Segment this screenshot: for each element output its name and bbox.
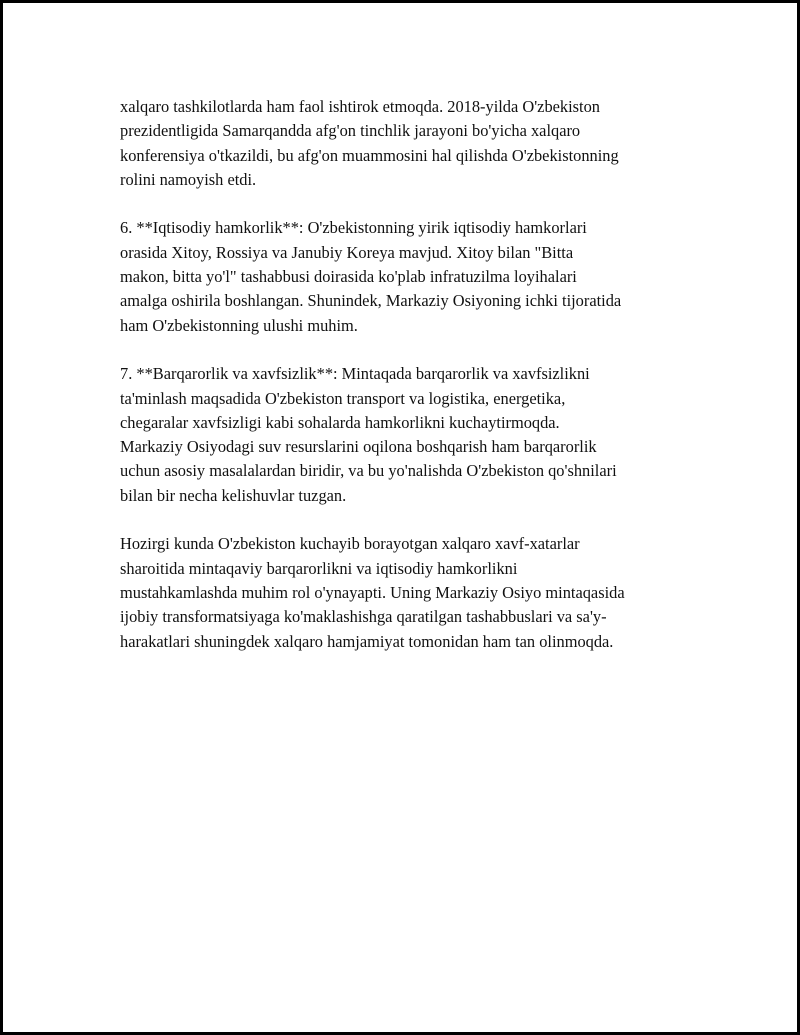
paragraph-diplomacy-continued: xalqaro tashkilotlarda ham faol ishtirok etmoqda. 2018-yilda O'zbekiston prezidentligida Samarqandda afg'on tinchlik jarayoni bo'yicha xalqaro konferensiya o'tkazildi, bu afg'on muammosini hal qilishda O'zbekistonning rolini namoyish etdi. xyxy=(120,97,619,189)
paragraph-stability-security: 7. **Barqarorlik va xavfsizlik**: Mintaqada barqarorlik va xavfsizlikni ta'minlash maqsadida O'zbekiston transport va logistika, energetika, chegaralar xavfsizligi kabi sohalarda hamkorlikni kuchaytirmoqda. Markaziy Osiyodagi suv resurslarini oqilona boshqarish ham barqarorlik uchun asosiy masalalardan biridir, va bu yo'nalishda O'zbekiston qo'shnilari bilan bir necha kelishuvlar tuzgan. xyxy=(120,364,617,505)
paragraph-economic-cooperation: 6. **Iqtisodiy hamkorlik**: O'zbekistonning yirik iqtisodiy hamkorlari orasida Xitoy, Rossiya va Janubiy Koreya mavjud. Xitoy bilan "Bitta makon, bitta yo'l" tashabbusi doirasida ko'plab infratuzilma loyihalari amalga oshirila boshlangan. Shunindek, Markaziy Osiyoning ichki tijoratida ham O'zbekistonning ulushi muhim. xyxy=(120,218,622,335)
paragraph-conclusion: Hozirgi kunda O'zbekiston kuchayib borayotgan xalqaro xavf-xatarlar sharoitida mintaqaviy barqarorlikni va iqtisodiy hamkorlikni mustahkamlashda muhim rol o'ynayapti. Uning Markaziy Osiyo mintaqasida ijobiy transformatsiyaga ko'maklashishga qaratilgan tashabbuslari va sa'y- harakatlari shuningdek xalqaro hamjamiyat tomonidan ham tan olinmoqda. xyxy=(120,534,625,651)
document-body xyxy=(120,95,700,678)
